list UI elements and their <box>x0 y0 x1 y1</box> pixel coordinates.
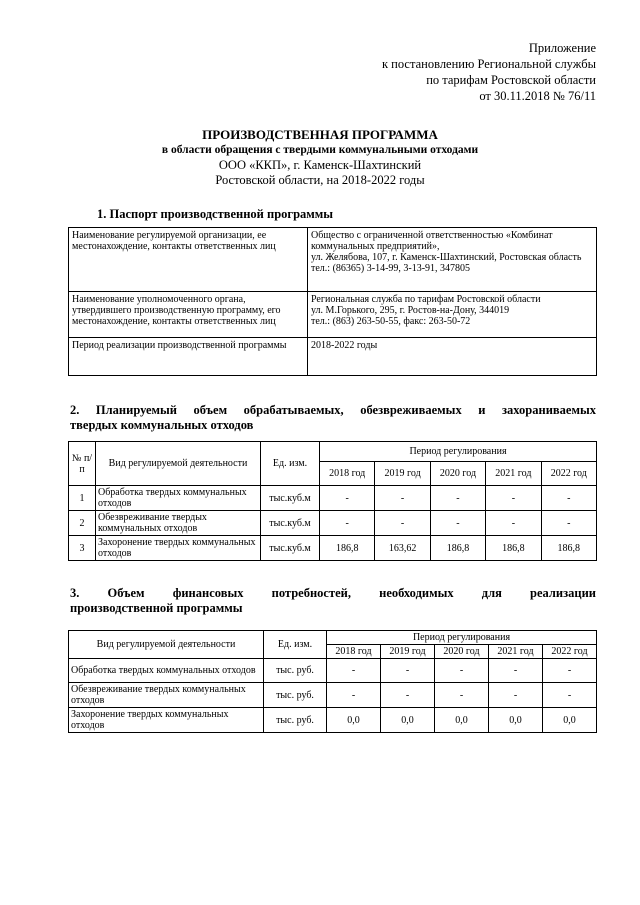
row-value: - <box>381 659 435 683</box>
col-kind-header: Вид регулируемой деятельности <box>69 631 264 659</box>
row-value: 0,0 <box>489 708 543 733</box>
row-value: - <box>320 511 375 536</box>
col-kind-header: Вид регулируемой деятельности <box>96 442 261 486</box>
value-line: 2018-2022 годы <box>311 340 378 351</box>
annex-line: к постановлению Региональной службы <box>381 57 596 71</box>
row-value: 186,8 <box>541 536 596 561</box>
col-period-header: Период регулирования <box>327 631 597 645</box>
row-value: 186,8 <box>320 536 375 561</box>
year-header: 2021 год <box>486 462 541 486</box>
title-main: ПРОИЗВОДСТВЕННАЯ ПРОГРАММА <box>202 127 438 142</box>
annex-line: по тарифам Ростовской области <box>426 73 596 87</box>
row-num: 3 <box>69 536 96 561</box>
passport-value <box>308 338 597 376</box>
row-value: - <box>375 511 430 536</box>
row-value: 186,8 <box>430 536 485 561</box>
row-value: - <box>375 486 430 511</box>
title-subject: в области обращения с твердыми коммунальными отходами <box>161 144 479 156</box>
table-row <box>69 511 597 536</box>
section1-heading: 1. Паспорт производственной программы <box>97 207 334 221</box>
row-value: - <box>430 511 485 536</box>
row-value: - <box>489 659 543 683</box>
row-value: 163,62 <box>375 536 430 561</box>
row-unit: тыс.куб.м <box>261 486 320 511</box>
row-value: - <box>435 683 489 708</box>
row-unit: тыс. руб. <box>264 659 327 683</box>
row-kind: Захоронение твердых коммунальных отходов <box>69 708 264 733</box>
row-value: 0,0 <box>381 708 435 733</box>
table-header-row <box>69 442 597 462</box>
row-value: 186,8 <box>486 536 541 561</box>
col-period-header: Период регулирования <box>320 442 597 462</box>
value-line: Общество с ограниченной ответственностью «Комбинат коммунальных предприятий», <box>311 230 553 252</box>
table-row <box>69 659 597 683</box>
passport-label: Наименование регулируемой организации, ее местонахождение, контакты ответственных лиц <box>69 228 308 292</box>
row-value: - <box>381 683 435 708</box>
table-row <box>69 683 597 708</box>
row-value: - <box>430 486 485 511</box>
volume-table <box>68 441 597 561</box>
row-num: 2 <box>69 511 96 536</box>
year-header: 2018 год <box>320 462 375 486</box>
row-value: 0,0 <box>327 708 381 733</box>
row-unit: тыс. руб. <box>264 683 327 708</box>
passport-label: Период реализации производственной программы <box>69 338 308 376</box>
year-header: 2018 год <box>327 645 381 659</box>
value-line: тел.: (86365) 3-14-99, 3-13-91, 347805 <box>311 263 471 274</box>
col-unit-header: Ед. изм. <box>264 631 327 659</box>
row-num: 1 <box>69 486 96 511</box>
table-header-row <box>69 631 597 645</box>
year-header: 2022 год <box>541 462 596 486</box>
document-title <box>0 127 640 188</box>
row-value: 0,0 <box>435 708 489 733</box>
table-row <box>69 292 597 338</box>
row-value: - <box>320 486 375 511</box>
year-header: 2021 год <box>489 645 543 659</box>
row-kind: Захоронение твердых коммунальных отходов <box>96 536 261 561</box>
year-header: 2019 год <box>375 462 430 486</box>
row-kind: Обработка твердых коммунальных отходов <box>69 659 264 683</box>
table-row <box>69 338 597 376</box>
finance-table <box>68 630 597 733</box>
row-unit: тыс. руб. <box>264 708 327 733</box>
table-row <box>69 536 597 561</box>
row-kind: Обезвреживание твердых коммунальных отходов <box>69 683 264 708</box>
annex-header <box>382 40 596 104</box>
year-header: 2020 год <box>430 462 485 486</box>
annex-date: от 30.11.2018 № 76/11 <box>479 89 596 103</box>
col-unit-header: Ед. изм. <box>261 442 320 486</box>
row-value: - <box>543 683 597 708</box>
value-line: ул. М.Горького, 295, г. Ростов-на-Дону, 344019 <box>311 305 510 316</box>
value-line: тел.: (863) 263-50-55, факс: 263-50-72 <box>311 316 471 327</box>
row-value: - <box>541 486 596 511</box>
passport-table <box>68 227 597 376</box>
value-line: ул. Желябова, 107, г. Каменск-Шахтинский, Ростовская область <box>311 252 582 263</box>
row-value: - <box>486 486 541 511</box>
row-kind: Обработка твердых коммунальных отходов <box>96 486 261 511</box>
section3-heading: 3. Объем финансовых потребностей, необходимых для реализации <box>70 586 596 600</box>
col-num-header: № п/п <box>69 442 96 486</box>
table-row <box>69 708 597 733</box>
row-value: - <box>543 659 597 683</box>
row-value: - <box>435 659 489 683</box>
year-header: 2019 год <box>381 645 435 659</box>
row-value: - <box>327 659 381 683</box>
row-unit: тыс.куб.м <box>261 511 320 536</box>
year-header: 2022 год <box>543 645 597 659</box>
section2-heading: 2. Планируемый объем обрабатываемых, обезвреживаемых и захораниваемых <box>70 403 596 417</box>
row-value: - <box>489 683 543 708</box>
row-value: - <box>486 511 541 536</box>
row-unit: тыс.куб.м <box>261 536 320 561</box>
passport-label: Наименование уполномоченного органа, утвердившего производственную программу, его местонахождение, контакты ответственных лиц <box>69 292 308 338</box>
passport-value <box>308 228 597 292</box>
row-value: 0,0 <box>543 708 597 733</box>
table-row <box>69 486 597 511</box>
year-header: 2020 год <box>435 645 489 659</box>
section2-heading-cont: твердых коммунальных отходов <box>70 418 254 432</box>
title-period: Ростовской области, на 2018-2022 годы <box>215 173 425 187</box>
table-row <box>69 228 597 292</box>
value-line: Региональная служба по тарифам Ростовской области <box>311 294 541 305</box>
section3-heading-cont: производственной программы <box>70 601 243 615</box>
row-kind: Обезвреживание твердых коммунальных отходов <box>96 511 261 536</box>
title-organization: ООО «ККП», г. Каменск-Шахтинский <box>218 158 422 172</box>
passport-value <box>308 292 597 338</box>
row-value: - <box>327 683 381 708</box>
annex-line: Приложение <box>528 41 596 55</box>
row-value: - <box>541 511 596 536</box>
